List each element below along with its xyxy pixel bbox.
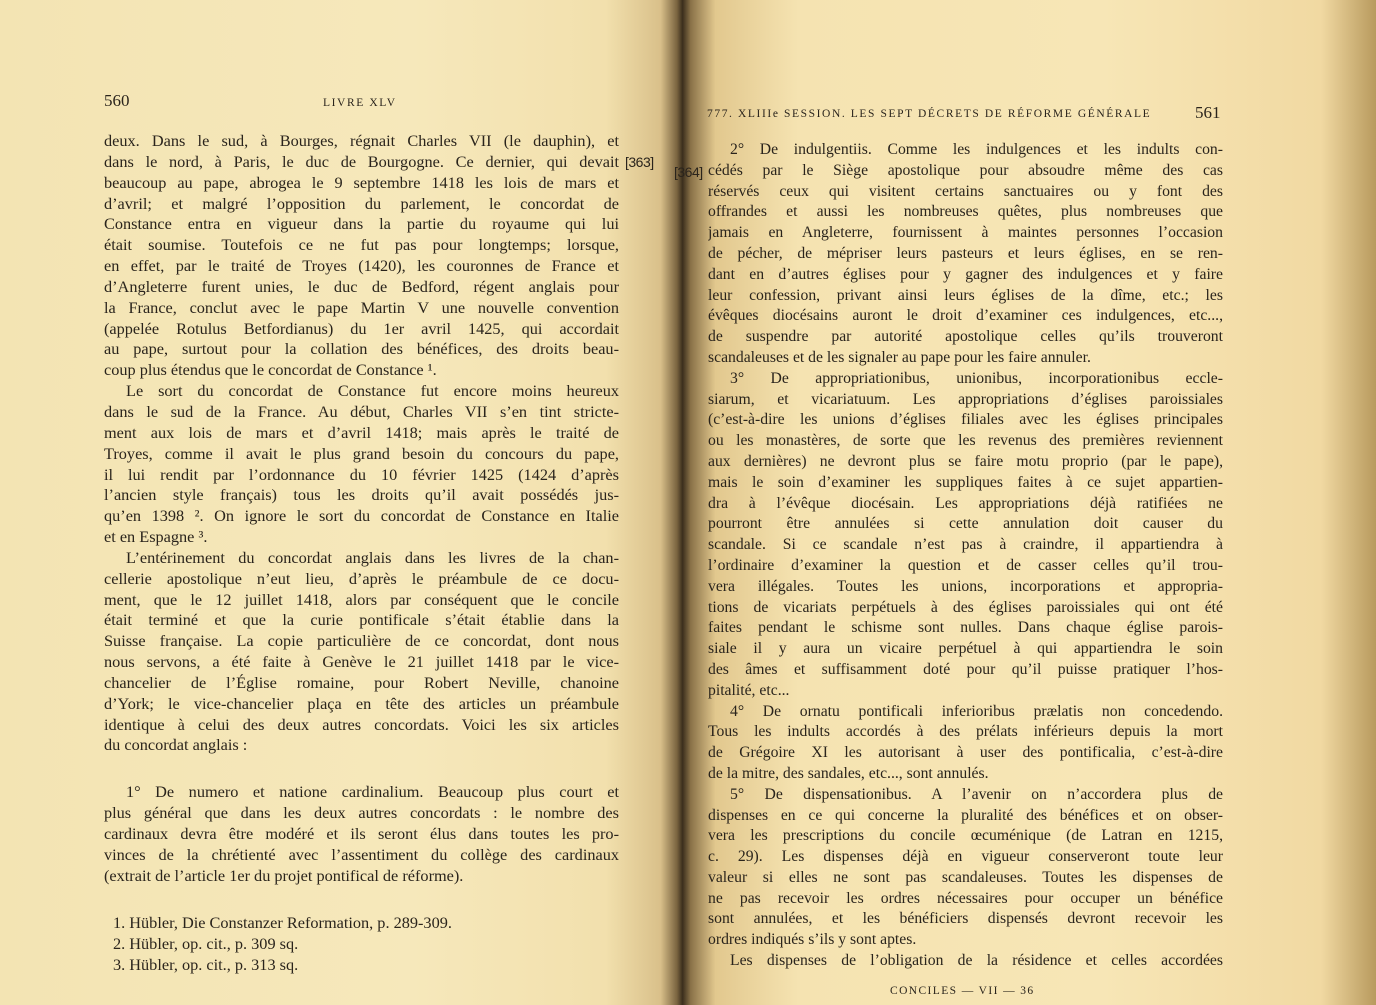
paragraph bbox=[104, 381, 619, 548]
text-line: dispenses en ce qui concerne la pluralité des bénéfices et on obser- bbox=[708, 806, 1223, 824]
text-line: vinces de la chrétienté avec l’assentiment du collège des cardinaux bbox=[104, 844, 619, 864]
text-line: de suspendre par autorité apostolique celles qu’ils trouveront bbox=[708, 328, 1223, 346]
text-line: Les dispenses de l’obligation de la résidence et celles accordées bbox=[730, 952, 1223, 970]
text-line: pitalité, etc... bbox=[708, 681, 790, 699]
text-line: dant en d’autres églises pour y gagner des indulgences et y faire bbox=[708, 265, 1223, 283]
text-line: Tous les indults accordés à des prélats inférieurs depuis la mort bbox=[708, 723, 1223, 741]
text-line: scandale. Si ce scandale n’est pas à craindre, il appartiendra à bbox=[708, 536, 1223, 554]
footnotes bbox=[113, 913, 513, 976]
running-title: LIVRE XLV bbox=[323, 97, 397, 109]
text-line: la France, conclut avec le pape Martin V une nouvelle convention bbox=[104, 297, 619, 317]
text-line: cédés par le Siège apostolique pour absoudre même des cas bbox=[708, 161, 1223, 179]
text-line: 2° De indulgentiis. Comme les indulgences et les indults con- bbox=[730, 141, 1223, 158]
text-line: ment aux lois de mars et d’avril 1418; mais après le traité de bbox=[104, 422, 619, 442]
text-line: et en Espagne ³. bbox=[104, 527, 208, 547]
text-line: d’Angleterre furent unies, le duc de Bedford, régent anglais pour bbox=[104, 276, 619, 296]
text-line: coup plus étendus que le concordat de Constance ¹. bbox=[104, 360, 437, 380]
text-line: ou les monastères, de sorte que les revenus des premières reviennent bbox=[708, 432, 1223, 450]
paragraph bbox=[104, 782, 619, 886]
paragraph bbox=[708, 140, 1223, 369]
text-line: dans le nord, à Paris, le duc de Bourgogne. Ce dernier, qui devait bbox=[104, 151, 619, 171]
text-line: scandaleuses et de les signaler au pape pour les faire annuler. bbox=[708, 348, 1091, 366]
text-line: identique à celui des deux autres concordats. Voici les six articles bbox=[104, 714, 619, 734]
text-line: il lui rendit par l’ordonnance du 10 février 1425 (1424 d’après bbox=[104, 464, 619, 484]
text-line: était soumise. Toutefois ce ne fut pas pour longtemps; lorsque, bbox=[104, 235, 619, 255]
text-line: en effet, par le traité de Troyes (1420), les couronnes de France et bbox=[104, 256, 619, 276]
text-line: c. 29). Les dispenses déjà en vigueur conserveront toute leur bbox=[708, 848, 1223, 866]
text-line: Le sort du concordat de Constance fut encore moins heureux bbox=[126, 381, 619, 401]
text-line: jamais en Angleterre, fournissent à maintes personnes l’occasion bbox=[708, 224, 1223, 242]
text-line: chancelier de l’Église romaine, pour Robert Neville, chanoine bbox=[104, 672, 619, 692]
text-line: 5° De dispensationibus. A l’avenir on n’accordera plus de bbox=[730, 785, 1223, 803]
text-line: siale il y aura un vicaire perpétuel à qui appartiendra le soin bbox=[708, 640, 1223, 658]
text-line: valeur si elles ne sont pas scandaleuses. Toutes les dispenses de bbox=[708, 868, 1223, 886]
text-line: vera les prescriptions du concile œcuménique (de Latran en 1215, bbox=[708, 827, 1223, 845]
text-line: dans le sud de la France. Au début, Charles VII s’en tint stricte- bbox=[104, 401, 619, 421]
text-line: plus général que dans les deux autres concordats : le nombre des bbox=[104, 803, 619, 823]
footnote: 1. Hübler, Die Constanzer Reformation, p. 289-309. bbox=[113, 913, 452, 932]
text-line: de la mitre, des sandales, etc..., sont annulés. bbox=[708, 764, 989, 782]
running-title: 777. XLIIIe SESSION. LES SEPT DÉCRETS DE RÉFORME GÉNÉRALE bbox=[707, 108, 1152, 120]
text-line: (extrait de l’article 1er du projet pontifical de réforme). bbox=[104, 865, 464, 885]
text-line: ment, que le 12 juillet 1418, alors par conséquent que le concile bbox=[104, 589, 619, 609]
text-line: d’York; le vice-chancelier plaça en tête des articles un préambule bbox=[104, 693, 619, 713]
page-number: 560 bbox=[104, 91, 130, 110]
left-page bbox=[0, 0, 664, 1005]
text-line: cellerie apostolique n’eut lieu, d’après le préambule de ce docu- bbox=[104, 568, 619, 588]
right-body-text bbox=[708, 140, 1223, 972]
paragraph bbox=[708, 785, 1223, 951]
text-line: nous servons, a été faite à Genève le 21 juillet 1418 par le vice- bbox=[104, 652, 619, 672]
text-line: du concordat anglais : bbox=[104, 735, 248, 755]
text-line: ne pas recevoir les ordres nécessaires pour occuper un bénéfice bbox=[708, 889, 1223, 907]
text-line: 1° De numero et natione cardinalium. Beaucoup plus court et bbox=[126, 782, 619, 802]
text-line: tions de vicariats perpétuels à des églises paroissiales qui ont été bbox=[708, 598, 1223, 616]
text-line: pourront être annulées si cette annulation doit causer du bbox=[708, 515, 1223, 533]
text-line: d’avril; et malgré l’opposition du parlement, le concordat de bbox=[104, 193, 619, 213]
text-line: aux dernières) ne devront plus se faire motu proprio (par le pape), bbox=[708, 452, 1223, 470]
paragraph bbox=[708, 702, 1223, 785]
text-line: faites pendant le schisme sont nulles. Dans chaque église parois- bbox=[708, 619, 1223, 637]
text-line: sont annulées, et les bénéficiers dispensés devront recevoir les bbox=[708, 910, 1223, 928]
page-number: 561 bbox=[1195, 103, 1221, 122]
text-line: réservés ceux qui visitent certains sanctuaires ou y font des bbox=[708, 182, 1223, 200]
text-line: des âmes et suffisamment doté pour qu’il puisse pratiquer l’hos- bbox=[708, 660, 1223, 678]
text-line: leur confession, privant ainsi leurs églises de la dîme, etc.; les bbox=[708, 286, 1223, 304]
text-line: qu’en 1398 ². On ignore le sort du concordat de Constance en Italie bbox=[104, 506, 619, 526]
text-line: Troyes, comme il avait le plus grand besoin du concours du pape, bbox=[104, 443, 619, 463]
paragraph bbox=[104, 131, 619, 381]
text-line: vera illégales. Toutes les unions, incorporations et appropria- bbox=[708, 577, 1223, 595]
right-page bbox=[676, 0, 1376, 1005]
text-line: deux. Dans le sud, à Bourges, régnait Charles VII (le dauphin), et bbox=[104, 131, 619, 150]
text-line: évêques diocésains auront le droit d’examiner ces indulgences, etc..., bbox=[708, 307, 1223, 325]
footnote: 3. Hübler, op. cit., p. 313 sq. bbox=[113, 954, 299, 974]
text-line: L’entérinement du concordat anglais dans les livres de la chan- bbox=[126, 547, 619, 567]
text-line: (c’est-à-dire les unions d’églises filiales avec les églises principales bbox=[708, 411, 1223, 429]
text-line: Suisse française. La copie particulière de ce concordat, dont nous bbox=[104, 631, 619, 651]
text-line: 3° De appropriationibus, unionibus, incorporationibus eccle- bbox=[730, 369, 1223, 387]
text-line: offrandes et aussi les nombreuses quêtes, plus nombreuses que bbox=[708, 203, 1223, 221]
paragraph bbox=[708, 369, 1223, 702]
text-line: mais le soin d’examiner les suppliques faites à ce sujet appartien- bbox=[708, 473, 1223, 491]
footnote: 2. Hübler, op. cit., p. 309 sq. bbox=[113, 933, 299, 953]
text-line: ordres indiqués s’ils y sont aptes. bbox=[708, 931, 917, 949]
paragraph bbox=[708, 951, 1223, 972]
paragraph bbox=[104, 548, 619, 756]
text-line: 4° De ornatu pontificali inferioribus prælatis non concedendo. bbox=[730, 702, 1223, 720]
signature-mark: CONCILES — VII — 36 bbox=[890, 985, 1035, 997]
text-line: de pécher, de mépriser leurs pasteurs et leurs églises, en se ren- bbox=[708, 244, 1223, 262]
text-line: était terminé et que la curie pontificale s’était établie dans la bbox=[104, 610, 619, 630]
text-line: (appelée Rotulus Betfordianus) du 1er avril 1425, qui accordait bbox=[104, 318, 619, 338]
text-line: l’ordinaire d’examiner la question et de casser celles qu’il trou- bbox=[708, 556, 1223, 574]
text-line: au pape, surtout pour la collation des bénéfices, des droits beau- bbox=[104, 339, 619, 359]
text-line: l’ancien style français) tous les droits qu’il avait possédés jus- bbox=[104, 485, 619, 505]
margin-reference: [363] bbox=[625, 154, 654, 170]
text-line: dra à l’évêque diocésain. Les appropriations déjà ratifiées ne bbox=[708, 494, 1223, 512]
text-line: Constance entra en vigueur dans la partie du royaume qui lui bbox=[104, 214, 619, 234]
text-line: cardinaux devra être modéré et ils seront élus dans toutes les pro- bbox=[104, 824, 619, 843]
text-line: beaucoup au pape, abrogea le 9 septembre 1418 les lois de mars et bbox=[104, 172, 619, 192]
text-line: siarum, et vicariatuum. Les appropriations d’églises paroissiales bbox=[708, 390, 1223, 408]
margin-reference: [364] bbox=[674, 164, 703, 180]
left-body-text bbox=[104, 131, 619, 887]
text-line: de Grégoire XI les autorisant à user des pontificalia, c’est-à-dire bbox=[708, 744, 1223, 762]
